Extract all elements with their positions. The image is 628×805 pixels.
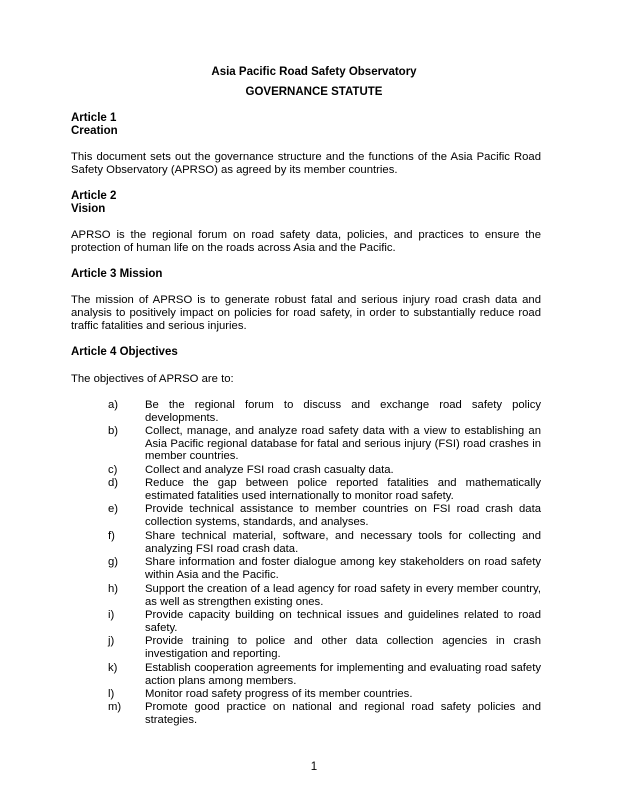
list-text: Be the regional forum to discuss and exchange road safety policy developments.: [145, 399, 541, 424]
article2-body: APRSO is the regional forum on road safety data, policies, and practices to ensure the protection of human life on the roads across Asia and the Pacific.: [71, 229, 541, 254]
list-marker: l): [108, 688, 115, 700]
list-text: Monitor road safety progress of its member countries.: [145, 688, 413, 700]
list-marker: j): [108, 635, 115, 647]
list-marker: k): [108, 662, 118, 674]
list-text: Provide training to police and other data collection agencies in crash investigation and reporting.: [145, 635, 541, 660]
list-marker: h): [108, 583, 119, 595]
article4-intro: The objectives of APRSO are to:: [71, 373, 234, 385]
list-marker: c): [108, 464, 118, 476]
list-marker: i): [108, 609, 115, 621]
list-marker: g): [108, 556, 119, 568]
list-text: Provide capacity building on technical issues and guidelines related to road safety.: [145, 609, 541, 634]
list-text: Establish cooperation agreements for implementing and evaluating road safety action plans among members.: [145, 662, 541, 687]
article1-body: This document sets out the governance structure and the functions of the Asia Pacific Road Safety Observatory (APRSO) as agreed by its member countries.: [71, 151, 541, 176]
article2-subheading: Vision: [71, 203, 106, 215]
doc-title: GOVERNANCE STATUTE: [245, 86, 383, 98]
list-marker: e): [108, 503, 119, 515]
list-text: Reduce the gap between police reported fatalities and mathematically estimated fatalities used internationally to monitor road safety.: [145, 477, 541, 502]
list-marker: a): [108, 399, 119, 411]
org-title: Asia Pacific Road Safety Observatory: [211, 66, 417, 78]
article2-heading: Article 2: [71, 190, 117, 202]
list-marker: b): [108, 425, 119, 437]
article1-subheading: Creation: [71, 125, 118, 137]
list-text: Support the creation of a lead agency for road safety in every member country, as well as strengthen existing ones.: [145, 583, 541, 608]
article1-heading: Article 1: [71, 112, 117, 124]
list-text: Provide technical assistance to member countries on FSI road crash data collection systems, standards, and analyses.: [145, 503, 541, 528]
list-marker: d): [108, 477, 119, 489]
list-marker: f): [108, 530, 115, 542]
article3-heading: Article 3 Mission: [71, 268, 163, 280]
article3-body: The mission of APRSO is to generate robust fatal and serious injury road crash data and analysis to positively impact on policies for road safety, in order to substantially reduce road traffic fatalities and serious injuries.: [71, 294, 541, 332]
list-marker: m): [108, 701, 122, 713]
list-text: Collect and analyze FSI road crash casualty data.: [145, 464, 394, 476]
list-text: Promote good practice on national and regional road safety policies and strategies.: [145, 701, 541, 726]
list-text: Share information and foster dialogue among key stakeholders on road safety within Asia and the Pacific.: [145, 556, 541, 581]
list-text: Share technical material, software, and necessary tools for collecting and analyzing FSI road crash data.: [145, 530, 541, 555]
article4-heading: Article 4 Objectives: [71, 346, 178, 358]
list-text: Collect, manage, and analyze road safety data with a view to establishing an Asia Pacific regional database for fatal and serious injury (FSI) road crashes in member countries.: [145, 425, 541, 462]
page-number: 1: [310, 761, 318, 773]
